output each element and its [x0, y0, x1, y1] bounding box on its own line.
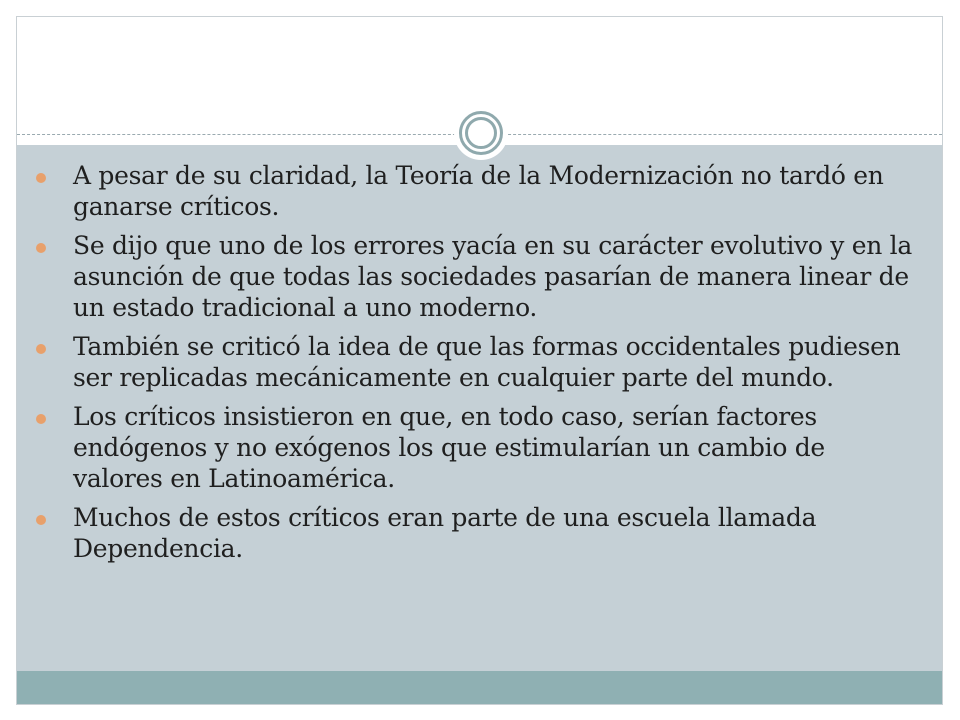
bullet-item: [36, 160, 916, 222]
bullet-item: [36, 331, 916, 393]
bullet-text: También se criticó la idea de que las formas occidentales pudiesen ser replicadas mecánicamente en cualquier parte del mundo.: [73, 332, 901, 392]
bullet-item: [36, 502, 916, 564]
inner-ring: [465, 117, 497, 149]
circle-ornament-icon: [455, 107, 507, 159]
bullet-text: Se dijo que uno de los errores yacía en su carácter evolutivo y en la asunción de que todas las sociedades pasarían de manera linear de un estado tradicional a uno moderno.: [73, 231, 912, 322]
footer-bar: [17, 671, 942, 705]
bullet-item: [36, 401, 916, 494]
bullet-dot-icon: [36, 414, 46, 424]
bullet-text: A pesar de su claridad, la Teoría de la Modernización no tardó en ganarse críticos.: [73, 161, 884, 221]
bullet-dot-icon: [36, 515, 46, 525]
bullet-item: [36, 230, 916, 323]
bullet-text: Los críticos insistieron en que, en todo caso, serían factores endógenos y no exógenos los que estimularían un cambio de valores en Latinoamérica.: [73, 402, 825, 493]
bullet-list: [36, 160, 916, 572]
bullet-dot-icon: [36, 344, 46, 354]
bullet-text: Muchos de estos críticos eran parte de una escuela llamada Dependencia.: [73, 503, 817, 563]
bullet-dot-icon: [36, 173, 46, 183]
bullet-dot-icon: [36, 243, 46, 253]
